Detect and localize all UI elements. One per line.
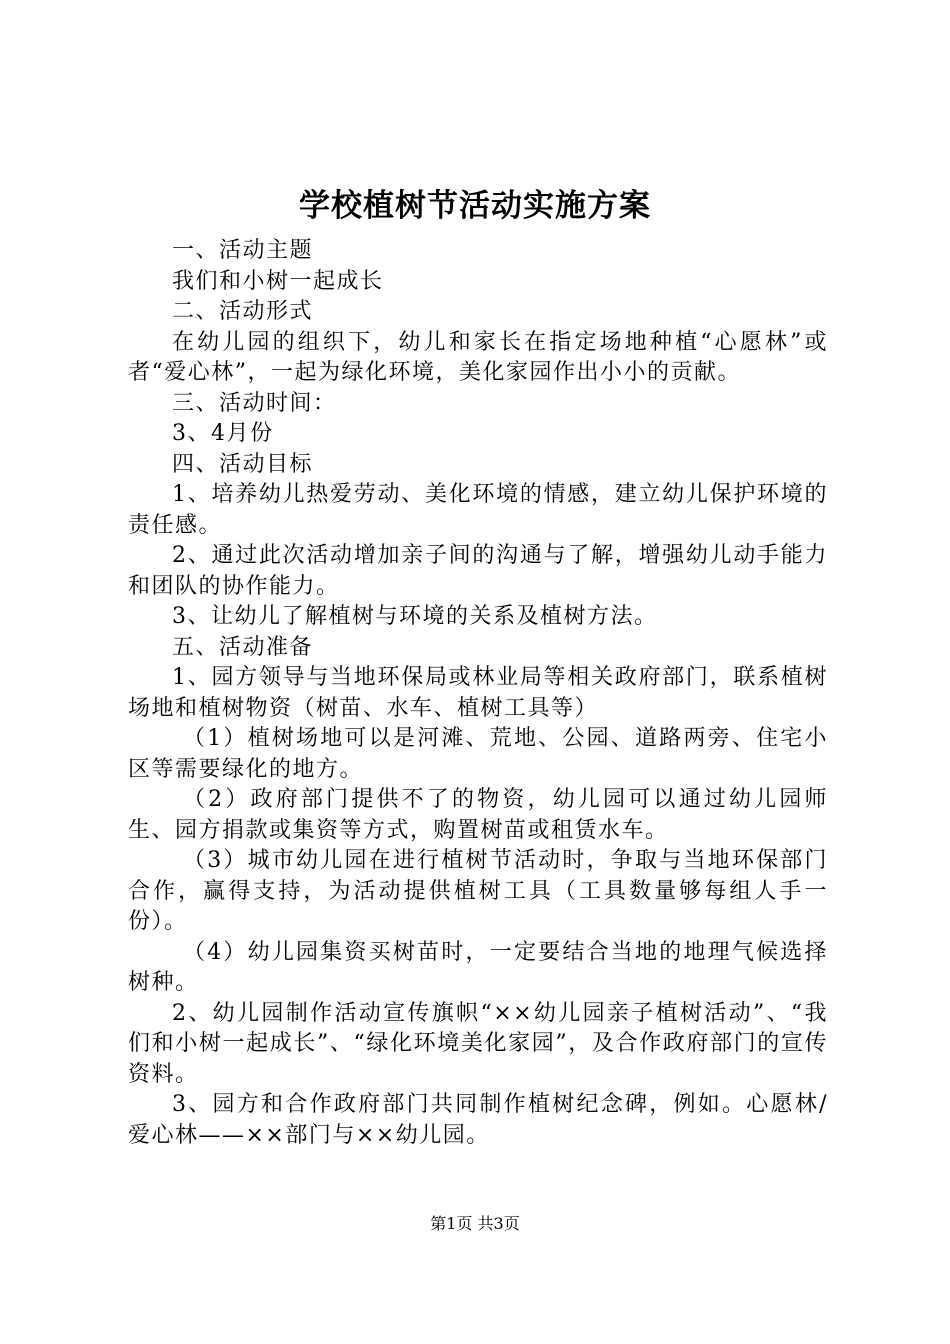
paragraph: 3、园方和合作政府部门共同制作植树纪念碑，例如。心愿林/爱心林——××部门与××幼儿园。 — [128, 1092, 828, 1148]
paragraph: （2）政府部门提供不了的物资，幼儿园可以通过幼儿园师生、园方捐款或集资等方式，购置树苗或租赁水车。 — [128, 787, 828, 843]
paragraph: 五、活动准备 — [172, 634, 314, 660]
paragraph: 三、活动时间： — [172, 390, 337, 416]
paragraph: 我们和小树一起成长 — [172, 268, 384, 294]
paragraph: 四、活动目标 — [172, 451, 314, 477]
paragraph: 1、培养幼儿热爱劳动、美化环境的情感，建立幼儿保护环境的责任感。 — [128, 482, 828, 538]
paragraph: （1）植树场地可以是河滩、荒地、公园、道路两旁、住宅小区等需要绿化的地方。 — [128, 726, 828, 782]
document-title: 学校植树节活动实施方案 — [299, 188, 651, 224]
paragraph: 3、4月份 — [172, 421, 274, 446]
paragraph: 二、活动形式 — [172, 299, 314, 324]
paragraph: 2、通过此次活动增加亲子间的沟通与了解，增强幼儿动手能力和团队的协作能力。 — [128, 543, 828, 599]
paragraph: （4）幼儿园集资买树苗时，一定要结合当地的地理气候选择树种。 — [128, 939, 828, 995]
paragraph: （3）城市幼儿园在进行植树节活动时，争取与当地环保部门合作，赢得支持，为活动提供植树工具（工具数量够每组人手一份）。 — [128, 848, 828, 934]
paragraph: 3、让幼儿了解植树与环境的关系及植树方法。 — [172, 604, 658, 629]
document-body — [128, 236, 828, 1151]
paragraph: 1、园方领导与当地环保局或林业局等相关政府部门，联系植树场地和植树物资（树苗、水车、植树工具等） — [128, 665, 828, 721]
paragraph: 在幼儿园的组织下，幼儿和家长在指定场地种植“心愿林”或者“爱心林”，一起为绿化环境，美化家园作出小小的贡献。 — [128, 329, 828, 385]
page-footer: 第1页 共3页 — [430, 1214, 520, 1233]
paragraph: 2、幼儿园制作活动宣传旗帜“××幼儿园亲子植树活动”、“我们和小树一起成长”、“绿化环境美化家园”，及合作政府部门的宣传资料。 — [128, 1000, 828, 1087]
paragraph: 一、活动主题 — [172, 238, 314, 263]
